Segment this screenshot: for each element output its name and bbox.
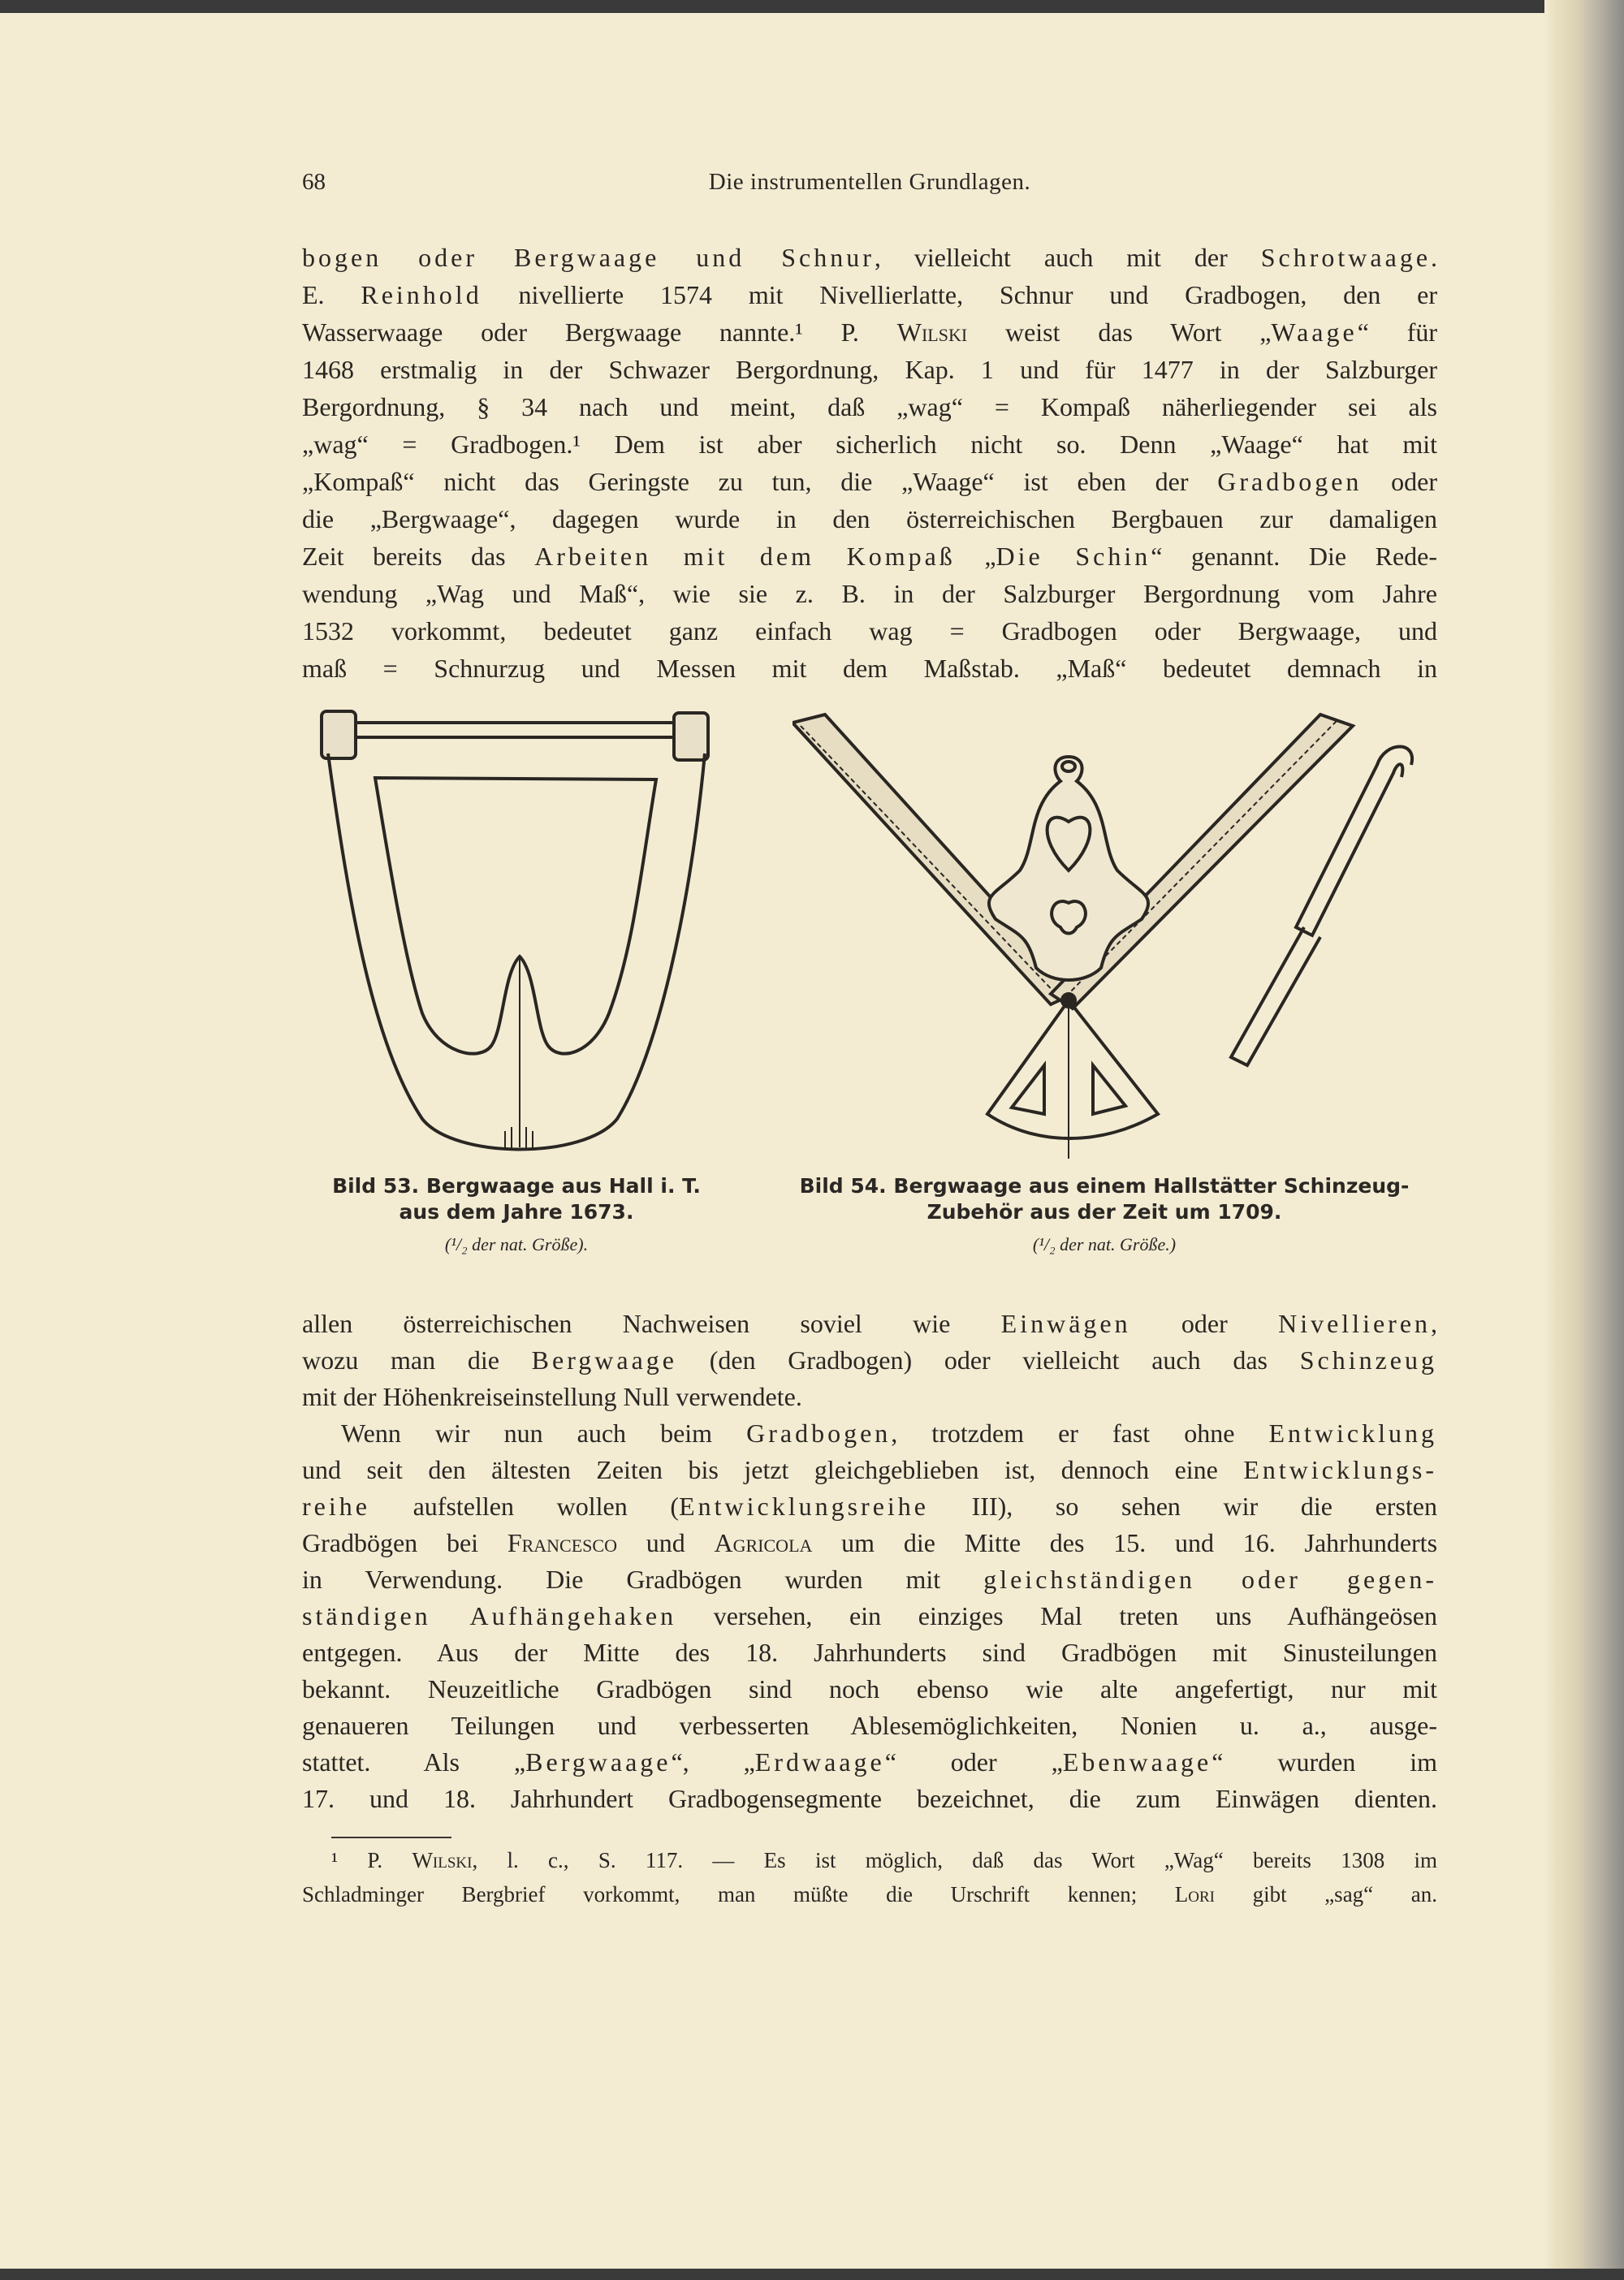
author-name: Wilski xyxy=(896,317,968,347)
emphasis-text: Entwicklung xyxy=(1268,1419,1438,1448)
text-run: , l. c., S. 117. — Es ist möglich, daß das Wort „Wag“ bereits 1308 im xyxy=(472,1848,1437,1872)
text-line xyxy=(302,612,1437,650)
text-run: nivellierte 1574 mit Nivellierlatte, Schnur und Gradbogen, den er xyxy=(482,280,1438,309)
text-run: “ wurden im xyxy=(1212,1747,1438,1777)
emphasis-text: Schinzeug xyxy=(1299,1345,1437,1375)
author-name: Agricola xyxy=(714,1528,813,1557)
text-run: aufstellen wollen ( xyxy=(369,1492,680,1521)
figure-54-bergwaage-drawing xyxy=(793,708,1426,1163)
text-line xyxy=(302,650,1437,687)
figure-53-caption-line2: aus dem Jahre 1673. xyxy=(399,1200,634,1224)
text-run: „Kompaß“ nicht das Geringste zu tun, die „Waage“ ist eben der xyxy=(302,467,1218,496)
text-run: genaueren Teilungen und verbesserten Ablesemöglichkeiten, Nonien u. a., ausge- xyxy=(302,1711,1437,1740)
text-line xyxy=(302,1452,1437,1488)
emphasis-text: Die Schin xyxy=(996,542,1151,571)
text-run: maß = Schnurzug und Messen mit dem Maßstab. „Maß“ bedeutet demnach in xyxy=(302,654,1437,683)
text-line xyxy=(302,1671,1437,1708)
figure-54-label: Bild 54. xyxy=(799,1174,887,1198)
text-line xyxy=(302,575,1437,612)
emphasis-text: Bergwaage xyxy=(525,1747,672,1777)
emphasis-text: Bergwaage xyxy=(531,1345,677,1375)
figure-53-scale: (¹/₂ der nat. Größe). xyxy=(444,1234,589,1254)
text-run: und xyxy=(616,1528,715,1557)
paragraph-2 xyxy=(302,1306,1437,1817)
author-name: Wilski xyxy=(412,1848,473,1872)
paragraph-1 xyxy=(302,239,1437,687)
text-line xyxy=(302,500,1437,538)
emphasis-text: Entwicklungsreihe xyxy=(679,1492,929,1521)
figure-53-caption-line1: Bergwaage aus Hall i. T. xyxy=(425,1174,701,1198)
text-line xyxy=(302,425,1437,463)
emphasis-text: Entwicklungs- xyxy=(1243,1455,1437,1484)
emphasis-text: Gradbogen xyxy=(1217,467,1363,496)
emphasis-text: Einwägen xyxy=(1000,1309,1131,1338)
text-run: III), so sehen wir die ersten xyxy=(929,1492,1438,1521)
figure-54-caption xyxy=(755,1173,1453,1258)
emphasis-text: reihe xyxy=(302,1492,370,1521)
text-run: die „Bergwaage“, dagegen wurde in den österreichischen Bergbauen zur damaligen xyxy=(302,504,1437,533)
text-run: mit der Höhenkreiseinstellung Null verwendete. xyxy=(302,1382,802,1411)
text-run: um die Mitte des 15. und 16. Jahrhunderts xyxy=(812,1528,1438,1557)
text-line xyxy=(302,1306,1437,1342)
text-run: “ für xyxy=(1357,317,1437,347)
text-run: “ oder „ xyxy=(884,1747,1063,1777)
text-run: weist das Wort „ xyxy=(967,317,1272,347)
text-run: bekannt. Neuzeitliche Gradbögen sind noch ebenso wie alte angefertigt, nur mit xyxy=(302,1674,1437,1704)
text-run: entgegen. Aus der Mitte des 18. Jahrhunderts sind Gradbögen mit Sinusteilungen xyxy=(302,1638,1437,1667)
figure-54-scale: (¹/₂ der nat. Größe.) xyxy=(1032,1234,1177,1254)
text-line xyxy=(302,1561,1437,1598)
emphasis-text: bogen oder Bergwaage und Schnur xyxy=(302,243,875,272)
footnote-rule xyxy=(331,1837,451,1838)
footnote xyxy=(302,1843,1437,1911)
emphasis-text: Schrotwaage xyxy=(1260,243,1432,272)
emphasis-text: Reinhold xyxy=(361,280,482,309)
text-line xyxy=(302,239,1437,276)
figure-53-label: Bild 53. xyxy=(332,1174,420,1198)
text-run: “ genannt. Die Rede- xyxy=(1151,542,1437,571)
text-run: Schladminger Bergbrief vorkommt, man müßte die Urschrift kennen; xyxy=(302,1882,1175,1906)
text-run: 1468 erstmalig in der Schwazer Bergordnung, Kap. 1 und für 1477 in der Salzburger xyxy=(302,355,1437,384)
text-line xyxy=(302,1708,1437,1744)
text-run: (den Gradbogen) oder vielleicht auch das xyxy=(677,1345,1300,1375)
emphasis-text: Nivellieren xyxy=(1278,1309,1432,1338)
text-run: versehen, ein einziges Mal treten uns Aufhängeösen xyxy=(676,1601,1438,1630)
scan-top-border xyxy=(0,0,1624,13)
text-line xyxy=(302,1342,1437,1379)
text-run: wendung „Wag und Maß“, wie sie z. B. in der Salzburger Bergordnung vom Jahre xyxy=(302,579,1437,608)
emphasis-text: gleichständigen oder gegen- xyxy=(983,1565,1437,1594)
page-header xyxy=(302,169,1437,201)
text-line xyxy=(302,1598,1437,1634)
text-line xyxy=(302,1379,1437,1415)
scan-bottom-border xyxy=(0,2269,1624,2280)
text-line xyxy=(302,538,1437,575)
text-run: 1532 vorkommt, bedeutet ganz einfach wag = Gradbogen oder Bergwaage, und xyxy=(302,616,1437,646)
text-run: gibt „sag“ an. xyxy=(1215,1882,1437,1906)
text-line xyxy=(302,276,1437,313)
figure-54-caption-line2: Zubehör aus der Zeit um 1709. xyxy=(926,1200,1282,1224)
emphasis-text: ständigen Aufhängehaken xyxy=(302,1601,677,1630)
text-run: , trotzdem er fast ohne xyxy=(891,1419,1269,1448)
text-line xyxy=(302,351,1437,388)
text-run: Bergordnung, § 34 nach und meint, daß „wag“ = Kompaß näherliegender sei als xyxy=(302,392,1437,421)
text-run: oder xyxy=(1130,1309,1279,1338)
emphasis-text: Ebenwaage xyxy=(1062,1747,1212,1777)
text-line xyxy=(302,1877,1437,1911)
text-run: Gradbögen bei xyxy=(302,1528,508,1557)
text-line xyxy=(302,313,1437,351)
page-number: 68 xyxy=(302,169,326,195)
text-line xyxy=(302,463,1437,500)
text-run: , vielleicht auch mit der xyxy=(874,243,1261,272)
page-edge-shadow xyxy=(1544,0,1559,2280)
text-run: Zeit bereits das xyxy=(302,542,535,571)
text-run: wozu man die xyxy=(302,1345,532,1375)
text-line xyxy=(302,1843,1437,1877)
author-name: Francesco xyxy=(507,1528,617,1557)
emphasis-text: Waage xyxy=(1271,317,1358,347)
text-run: Wenn wir nun auch beim xyxy=(341,1419,747,1448)
text-run: in Verwendung. Die Gradbögen wurden mit xyxy=(302,1565,984,1594)
text-run: 17. und 18. Jahrhundert Gradbogensegmente bezeichnet, die zum Einwägen dienten. xyxy=(302,1784,1437,1813)
text-run: „wag“ = Gradbogen.¹ Dem ist aber sicherlich nicht so. Denn „Waage“ hat mit xyxy=(302,430,1437,459)
text-run: und seit den ältesten Zeiten bis jetzt gleichgeblieben ist, dennoch eine xyxy=(302,1455,1244,1484)
text-line xyxy=(302,1415,1437,1452)
text-run: allen österreichischen Nachweisen soviel wie xyxy=(302,1309,1001,1338)
figure-54-caption-line1: Bergwaage aus einem Hallstätter Schinzeug- xyxy=(893,1174,1410,1198)
book-edge xyxy=(1559,0,1624,2280)
emphasis-text: Arbeiten mit dem Kompaß xyxy=(534,542,956,571)
text-line xyxy=(302,1525,1437,1561)
text-run: „ xyxy=(955,542,996,571)
author-name: Lori xyxy=(1174,1882,1216,1906)
text-line xyxy=(302,1634,1437,1671)
text-line xyxy=(302,1744,1437,1781)
text-run: ¹ P. xyxy=(331,1848,412,1872)
text-line xyxy=(302,1488,1437,1525)
figure-53-caption xyxy=(305,1173,728,1258)
text-run: “, „ xyxy=(671,1747,755,1777)
figure-53-bergwaage-drawing xyxy=(317,705,715,1168)
text-run: Wasserwaage oder Bergwaage nannte.¹ P. xyxy=(302,317,897,347)
emphasis-text: Gradbogen xyxy=(746,1419,892,1448)
text-line xyxy=(302,1781,1437,1817)
text-run: . xyxy=(1431,243,1438,272)
text-run: , xyxy=(1431,1309,1438,1338)
text-line xyxy=(302,388,1437,425)
text-run: E. xyxy=(302,280,361,309)
running-title: Die instrumentellen Grundlagen. xyxy=(708,169,1031,195)
text-run: stattet. Als „ xyxy=(302,1747,526,1777)
emphasis-text: Erdwaage xyxy=(754,1747,885,1777)
text-run: oder xyxy=(1362,467,1438,496)
